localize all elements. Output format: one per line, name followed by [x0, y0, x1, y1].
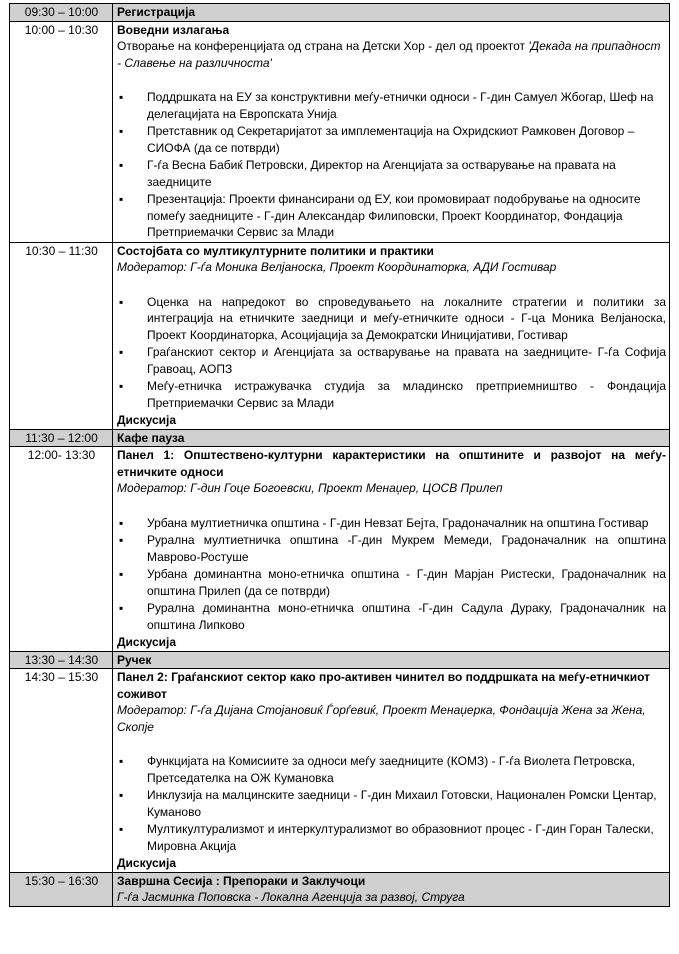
session-cell	[113, 447, 670, 652]
session-title: Панел 1: Општествено-културни карактеристики на општините и развојот на меѓу-етничките односи	[117, 448, 666, 479]
agenda-row	[10, 447, 670, 652]
session-title: Состојбата со мултикултурните политики и практики	[117, 243, 434, 258]
list-item: ▪ Функцијата на Комисиите за односи меѓу заедниците (КОМЗ) - Г-ѓа Виолета Петровска, Претседателка на ОЖ Кумановка	[117, 753, 666, 786]
agenda-table	[9, 3, 670, 907]
time-cell: 09:30 – 10:00	[10, 4, 113, 22]
moderator: Г-ѓа Јасминка Поповска - Локална Агенција за развој, Струга	[117, 890, 465, 904]
list-item: ▪ Урбана доминантна моно-етничка општина - Г-дин Марјан Ристески, Градоначалник на општина Прилеп (да се потврди)	[117, 566, 666, 599]
discussion-label: Дискусија	[117, 413, 177, 427]
time-cell: 10:00 – 10:30	[10, 21, 113, 242]
session-title: Воведни излагања	[117, 22, 230, 37]
time-cell: 14:30 – 15:30	[10, 669, 113, 873]
time-cell: 11:30 – 12:00	[10, 429, 113, 447]
list-item: ▪ Г-ѓа Весна Бабиќ Петровски, Директор на Агенцијата за остварување на правата на заедниците	[117, 157, 666, 190]
session-cell	[113, 872, 670, 906]
speaker-list	[117, 294, 666, 412]
agenda-row	[10, 4, 670, 22]
session-cell	[113, 21, 670, 242]
agenda-row	[10, 651, 670, 669]
speaker-list	[117, 515, 666, 634]
session-title: Кафе пауза	[117, 430, 185, 445]
list-item: ▪ Урбана мултиетничка општина - Г-дин Невзат Бејта, Градоначалник на општина Гостивар	[117, 515, 666, 532]
discussion-label: Дискусија	[117, 856, 177, 870]
agenda-row	[10, 429, 670, 447]
list-item: ▪ Граѓанскиот сектор и Агенцијата за остварување на правата на заедниците- Г-ѓа Софија Гравоац, АОПЗ	[117, 344, 666, 377]
session-title: Ручек	[117, 652, 152, 667]
list-item: ▪ Рурална доминантна моно-етничка општина -Г-дин Садула Дураку, Градоначалник на општина Липково	[117, 600, 666, 633]
moderator: Модератор: Г-дин Гоце Богоевски, Проект Менаџер, ЦОСВ Прилеп	[117, 481, 503, 495]
list-item: ▪ Рурална мултиетничка општина -Г-дин Мукрем Мемеди, Градоначалник на општина Маврово-Ростуше	[117, 532, 666, 565]
discussion-label: Дискусија	[117, 635, 177, 649]
time-cell: 13:30 – 14:30	[10, 651, 113, 669]
session-cell	[113, 4, 670, 22]
list-item: ▪ Инклузија на малцинските заедници - Г-дин Михаил Готовски, Национален Ромски Центар, Куманово	[117, 787, 666, 820]
time-cell: 15:30 – 16:30	[10, 872, 113, 906]
session-cell	[113, 651, 670, 669]
list-item: ▪ Оценка на напредокот во спроведувањето на локалните стратегии и политики за интеграција на етничките заедници и меѓу-етничките односи - Г-ца Моника Велјаноска, Проект Координаторка, Асоцијација за Демократски Иницијативи, Гостивар	[117, 294, 666, 344]
session-title: Панел 2: Граѓанскиот сектор како про-активен чинител во поддршката на меѓу-етничкиот соживот	[117, 670, 650, 701]
list-item: ▪ Претставник од Секретаријатот за имплементација на Охридскиот Рамковен Договор –СИОФА (да се потврди)	[117, 123, 666, 156]
moderator: Модератор: Г-ѓа Дијана Стојановиќ Ѓорѓевиќ, Проект Менаџерка, Фондација Жена за Жена, Скопје	[117, 703, 646, 734]
moderator: Модератор: Г-ѓа Моника Велјаноска, Проект Координаторка, АДИ Гостивар	[117, 260, 557, 274]
session-description: Отворање на конференцијата од страна на Детски Хор - дел од проектот 'Декада на припадност - Славење на различноста'	[117, 39, 661, 70]
list-item: ▪ Поддршката на ЕУ за конструктивни меѓу-етнички односи - Г-дин Самуел Жбогар, Шеф на делегацијата на Европската Унија	[117, 89, 666, 122]
agenda-row	[10, 242, 670, 429]
time-cell: 12:00- 13:30	[10, 447, 113, 652]
list-item: ▪ Мултикултурализмот и интеркултурализмот во образовниот процес - Г-дин Горан Талески, Мировна Акција	[117, 821, 666, 854]
agenda-row	[10, 21, 670, 242]
session-cell	[113, 669, 670, 873]
time-cell: 10:30 – 11:30	[10, 242, 113, 429]
list-item: ▪ Меѓу-етничка истражувачка студија за младинско претприемништво - Фондација Претприемачки Сервис за Млади	[117, 378, 666, 411]
speaker-list	[117, 753, 666, 854]
session-title: Регистрација	[117, 5, 196, 19]
list-item: ▪ Презентација: Проекти финансирани од ЕУ, кои промовираат подобрување на односите помеѓу заедниците - Г-дин Александар Филиповски, Проект Координатор, Фондација Претприемачки Сервис за Млади	[117, 191, 666, 241]
session-cell	[113, 429, 670, 447]
session-title: Завршна Сесија : Препораки и Заклучоци	[117, 873, 366, 888]
speaker-list	[117, 89, 666, 241]
agenda-row	[10, 669, 670, 873]
agenda-row	[10, 872, 670, 906]
session-cell	[113, 242, 670, 429]
